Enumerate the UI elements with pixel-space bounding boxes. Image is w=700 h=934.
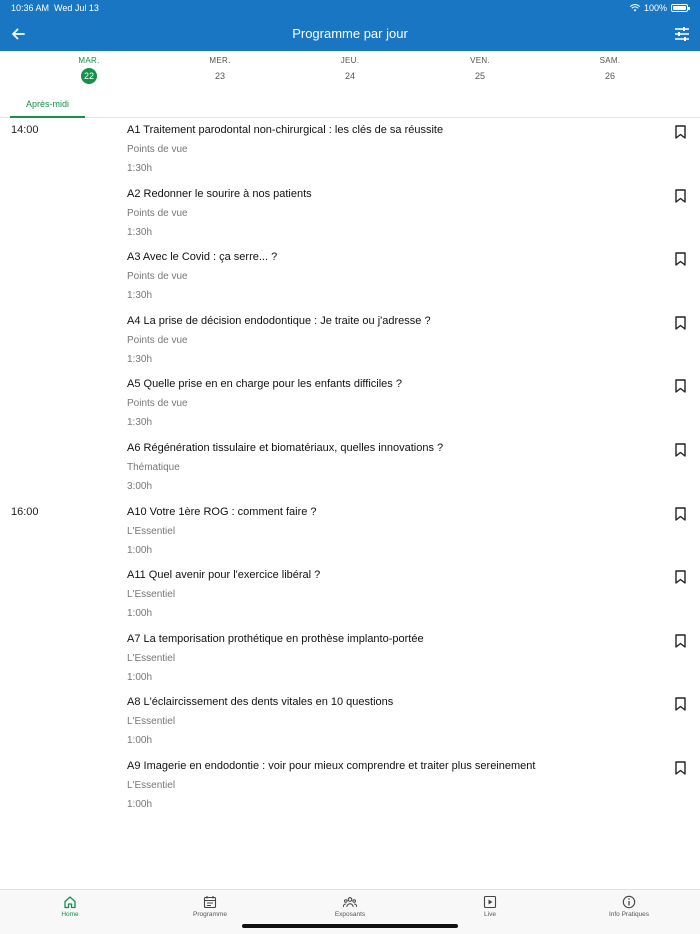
- day-number: 22: [81, 68, 97, 84]
- session-duration: 1:30h: [127, 163, 153, 174]
- slot-time: 16:00: [11, 506, 39, 518]
- day-number: 23: [214, 71, 225, 81]
- calendar-icon: [203, 895, 217, 909]
- session-title: A4 La prise de décision endodontique : Je traite ou j'adresse ?: [127, 315, 431, 327]
- session-type: L'Essentiel: [127, 716, 176, 727]
- day-name: MER.: [209, 56, 231, 65]
- nav-label: Info Pratiques: [608, 911, 650, 918]
- session-title: A7 La temporisation prothétique en prothèse implanto-portée: [127, 633, 424, 645]
- session-duration: 1:00h: [127, 799, 153, 810]
- nav-programme[interactable]: [170, 895, 250, 918]
- day-name: SAM.: [599, 56, 621, 65]
- session-title: A10 Votre 1ère ROG : comment faire ?: [127, 506, 317, 518]
- day-tab-jeu[interactable]: [320, 56, 380, 84]
- session-type: Points de vue: [127, 144, 188, 155]
- bookmark-icon[interactable]: [675, 125, 686, 139]
- session-item[interactable]: [127, 696, 667, 746]
- day-tab-ven[interactable]: [450, 56, 510, 84]
- nav-label: Exposants: [334, 911, 366, 918]
- day-tab-mar[interactable]: [59, 56, 119, 84]
- session-item[interactable]: [127, 251, 667, 301]
- session-type: L'Essentiel: [127, 526, 176, 537]
- tab-apres-midi[interactable]: Après-midi: [10, 92, 85, 118]
- bookmark-icon[interactable]: [675, 189, 686, 203]
- nav-label: Home: [61, 911, 79, 918]
- bookmark-icon[interactable]: [675, 443, 686, 457]
- battery-icon: [671, 4, 688, 12]
- bookmark-icon[interactable]: [675, 252, 686, 266]
- session-item[interactable]: [127, 378, 667, 428]
- session-item[interactable]: [127, 442, 667, 492]
- session-item[interactable]: [127, 760, 667, 810]
- bookmark-icon[interactable]: [675, 761, 686, 775]
- bookmark-icon[interactable]: [675, 697, 686, 711]
- people-icon: [343, 895, 357, 909]
- home-icon: [63, 895, 77, 909]
- session-duration: 1:00h: [127, 735, 153, 746]
- session-duration: 1:30h: [127, 417, 153, 428]
- bookmark-icon[interactable]: [675, 570, 686, 584]
- bookmark-icon[interactable]: [675, 634, 686, 648]
- nav-label: Live: [484, 911, 496, 918]
- slot-time: 14:00: [11, 124, 39, 136]
- session-type: Points de vue: [127, 271, 188, 282]
- bookmark-icon[interactable]: [675, 507, 686, 521]
- session-type: Points de vue: [127, 398, 188, 409]
- status-time: 10:36 AM Wed Jul 13: [11, 3, 99, 13]
- session-item[interactable]: [127, 506, 667, 556]
- session-type: Thématique: [127, 462, 180, 473]
- nav-info-pratiques[interactable]: [589, 895, 669, 918]
- day-tab-mer[interactable]: [190, 56, 250, 84]
- nav-home[interactable]: [30, 895, 110, 918]
- session-title: A3 Avec le Covid : ça serre... ?: [127, 251, 278, 263]
- session-title: A6 Régénération tissulaire et biomatériaux, quelles innovations ?: [127, 442, 444, 454]
- session-duration: 1:00h: [127, 545, 153, 556]
- session-duration: 1:30h: [127, 227, 153, 238]
- session-duration: 1:00h: [127, 608, 153, 619]
- status-bar: [0, 0, 700, 17]
- session-duration: 3:00h: [127, 481, 153, 492]
- session-duration: 1:30h: [127, 290, 153, 301]
- day-name: VEN.: [470, 56, 490, 65]
- app-bar: [0, 17, 700, 51]
- session-item[interactable]: [127, 315, 667, 365]
- session-item[interactable]: [127, 633, 667, 683]
- day-number: 25: [474, 71, 485, 81]
- nav-live[interactable]: [450, 895, 530, 918]
- day-number: 24: [344, 71, 355, 81]
- session-type: Points de vue: [127, 208, 188, 219]
- home-indicator: [242, 924, 458, 928]
- info-icon: [622, 895, 636, 909]
- day-name: JEU.: [340, 56, 360, 65]
- status-right: [630, 3, 688, 13]
- session-title: A11 Quel avenir pour l'exercice libéral ?: [127, 569, 321, 581]
- session-title: A1 Traitement parodontal non-chirurgical : les clés de sa réussite: [127, 124, 444, 136]
- nav-exposants[interactable]: [310, 895, 390, 918]
- bookmark-icon[interactable]: [675, 379, 686, 393]
- session-type: L'Essentiel: [127, 589, 176, 600]
- day-name: MAR.: [78, 56, 100, 65]
- wifi-icon: [630, 4, 640, 12]
- session-title: A5 Quelle prise en en charge pour les enfants difficiles ?: [127, 378, 402, 390]
- session-title: A2 Redonner le sourire à nos patients: [127, 188, 312, 200]
- day-number: 26: [604, 71, 615, 81]
- session-item[interactable]: [127, 569, 667, 619]
- battery-percent: 100%: [643, 3, 667, 13]
- page-title: Programme par jour: [292, 26, 408, 41]
- play-icon: [483, 895, 497, 909]
- session-title: A9 Imagerie en endodontie : voir pour mieux comprendre et traiter plus sereinement: [127, 760, 536, 772]
- bookmark-icon[interactable]: [675, 316, 686, 330]
- session-duration: 1:30h: [127, 354, 153, 365]
- session-type: L'Essentiel: [127, 780, 176, 791]
- nav-label: Programme: [193, 911, 227, 918]
- session-title: A8 L'éclaircissement des dents vitales en 10 questions: [127, 696, 394, 708]
- filter-icon[interactable]: [672, 24, 692, 44]
- session-duration: 1:00h: [127, 672, 153, 683]
- session-type: L'Essentiel: [127, 653, 176, 664]
- day-selector: [0, 51, 700, 91]
- session-item[interactable]: [127, 124, 667, 174]
- session-item[interactable]: [127, 188, 667, 238]
- session-type: Points de vue: [127, 335, 188, 346]
- period-tabs: [0, 92, 700, 118]
- day-tab-sam[interactable]: [580, 56, 640, 84]
